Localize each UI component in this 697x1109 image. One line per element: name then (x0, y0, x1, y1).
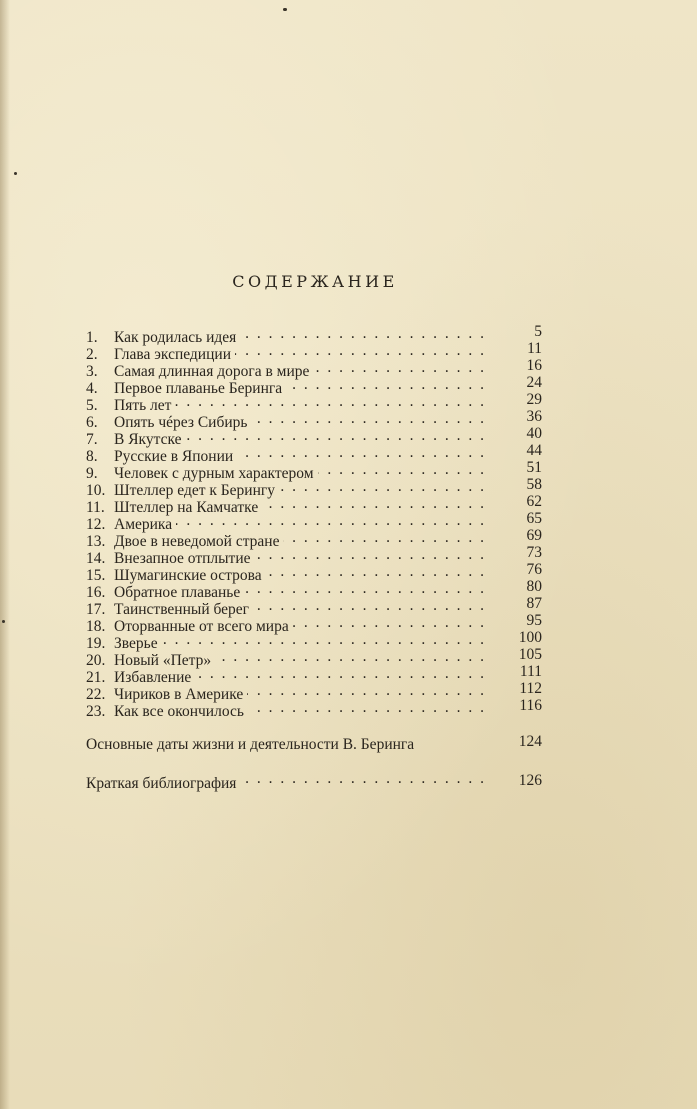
entry-number: 16. (86, 584, 106, 601)
entry-title: Пять лет (114, 397, 172, 414)
entry-page: 29 (526, 391, 542, 408)
entry-page: 36 (526, 408, 542, 425)
dot-leader (175, 393, 486, 410)
entry-page: 65 (526, 510, 542, 527)
entry-title: Зверье (114, 635, 158, 652)
entry-page: 58 (526, 476, 542, 493)
dot-leader (237, 444, 486, 461)
entry-page: 69 (526, 527, 542, 544)
entry-title: Русские в Японии (114, 448, 234, 465)
ink-speck (283, 8, 287, 11)
dot-leader (162, 631, 486, 648)
entry-number: 11. (86, 499, 105, 516)
entry-page: 80 (526, 578, 542, 595)
entry-number: 18. (86, 618, 106, 635)
entry-number: 19. (86, 635, 106, 652)
entry-title: Штеллер на Камчатке (114, 499, 259, 516)
entry-title: Обратное плаванье (114, 584, 241, 601)
appendix-title: Основные даты жизни и деятельности В. Беринга (86, 736, 415, 753)
dot-leader (253, 597, 486, 614)
dot-leader (176, 512, 486, 529)
entry-page: 112 (519, 680, 542, 697)
entry-number: 2. (86, 346, 98, 363)
entry-number: 10. (86, 482, 106, 499)
dot-leader (262, 495, 486, 512)
dot-leader (215, 648, 486, 665)
entry-number: 5. (86, 397, 98, 414)
dot-leader (195, 665, 486, 682)
entry-number: 20. (86, 652, 106, 669)
entry-title: Глава экспедиции (114, 346, 231, 363)
dot-leader (235, 342, 486, 359)
appendix-page: 124 (518, 733, 542, 750)
entry-title: Чириков в Америке (114, 686, 244, 703)
entry-number: 12. (86, 516, 106, 533)
dot-leader (286, 376, 486, 393)
dot-leader (242, 770, 486, 788)
entry-page: 44 (526, 442, 542, 459)
entry-page: 11 (527, 340, 542, 357)
entry-page: 5 (534, 323, 542, 340)
appendix-title: Краткая библиография (86, 775, 237, 792)
entry-title: Шумагинские острова (114, 567, 262, 584)
entry-title: Самая длинная дорога в мире (114, 363, 310, 380)
entry-page: 87 (526, 595, 542, 612)
entry-number: 9. (86, 465, 98, 482)
entry-title: Избавление (114, 669, 192, 686)
dot-leader (293, 614, 486, 631)
entry-number: 23. (86, 703, 106, 720)
entry-page: 105 (518, 646, 542, 663)
entry-number: 1. (86, 329, 98, 346)
dot-leader (283, 529, 486, 546)
entry-number: 7. (86, 431, 98, 448)
entry-title: Как все окончилось (114, 703, 244, 720)
entry-number: 22. (86, 686, 106, 703)
entry-title: Внезапное отплытие (114, 550, 251, 567)
dot-leader (251, 410, 486, 427)
entry-number: 4. (86, 380, 98, 397)
dot-leader (247, 682, 486, 699)
entry-title: Оторванные от всего мира (114, 618, 289, 635)
dot-leader (266, 563, 486, 580)
entry-title: В Якутске (114, 431, 182, 448)
dot-leader (248, 699, 486, 716)
toc-entry[interactable] (86, 323, 542, 346)
entry-page: 73 (526, 544, 542, 561)
dot-leader (240, 325, 486, 342)
entry-title: Штеллер едет к Берингу (114, 482, 275, 499)
entry-title: Двое в неведомой стране (114, 533, 280, 550)
entry-title: Первое плаванье Беринга (114, 380, 283, 397)
page-edge-shadow (0, 0, 10, 1109)
entry-title: Америка (114, 516, 173, 533)
entry-number: 3. (86, 363, 98, 380)
entry-title: Таинственный берег (114, 601, 250, 618)
dot-leader (244, 580, 486, 597)
entry-number: 15. (86, 567, 106, 584)
entry-title: Как родилась идея (114, 329, 237, 346)
dot-leader (318, 461, 486, 478)
entry-number: 21. (86, 669, 106, 686)
entry-page: 16 (526, 357, 542, 374)
entry-page: 95 (526, 612, 542, 629)
entry-page: 40 (526, 425, 542, 442)
appendix-bibliography[interactable] (86, 770, 542, 793)
entry-page: 116 (519, 697, 542, 714)
dot-leader (279, 478, 486, 495)
contents-heading: СОДЕРЖАНИЕ (232, 272, 398, 291)
entry-number: 14. (86, 550, 106, 567)
entry-page: 62 (526, 493, 542, 510)
entry-number: 13. (86, 533, 106, 550)
appendix-dates[interactable] (86, 733, 542, 754)
ink-speck (14, 172, 17, 175)
dot-leader (185, 427, 486, 444)
entry-number: 8. (86, 448, 98, 465)
table-of-contents (86, 323, 542, 720)
ink-speck (2, 620, 5, 623)
entry-page: 111 (519, 663, 542, 680)
appendix-page: 126 (518, 772, 542, 789)
entry-page: 76 (526, 561, 542, 578)
entry-title: Человек с дурным характером (114, 465, 314, 482)
entry-number: 6. (86, 414, 98, 431)
entry-title: Новый «Петр» (114, 652, 212, 669)
entry-page: 51 (526, 459, 542, 476)
dot-leader (255, 546, 487, 563)
entry-page: 24 (526, 374, 542, 391)
entry-number: 17. (86, 601, 106, 618)
dot-leader (313, 359, 486, 376)
entry-title: Опять чéрез Сибирь (114, 414, 248, 431)
entry-page: 100 (518, 629, 542, 646)
